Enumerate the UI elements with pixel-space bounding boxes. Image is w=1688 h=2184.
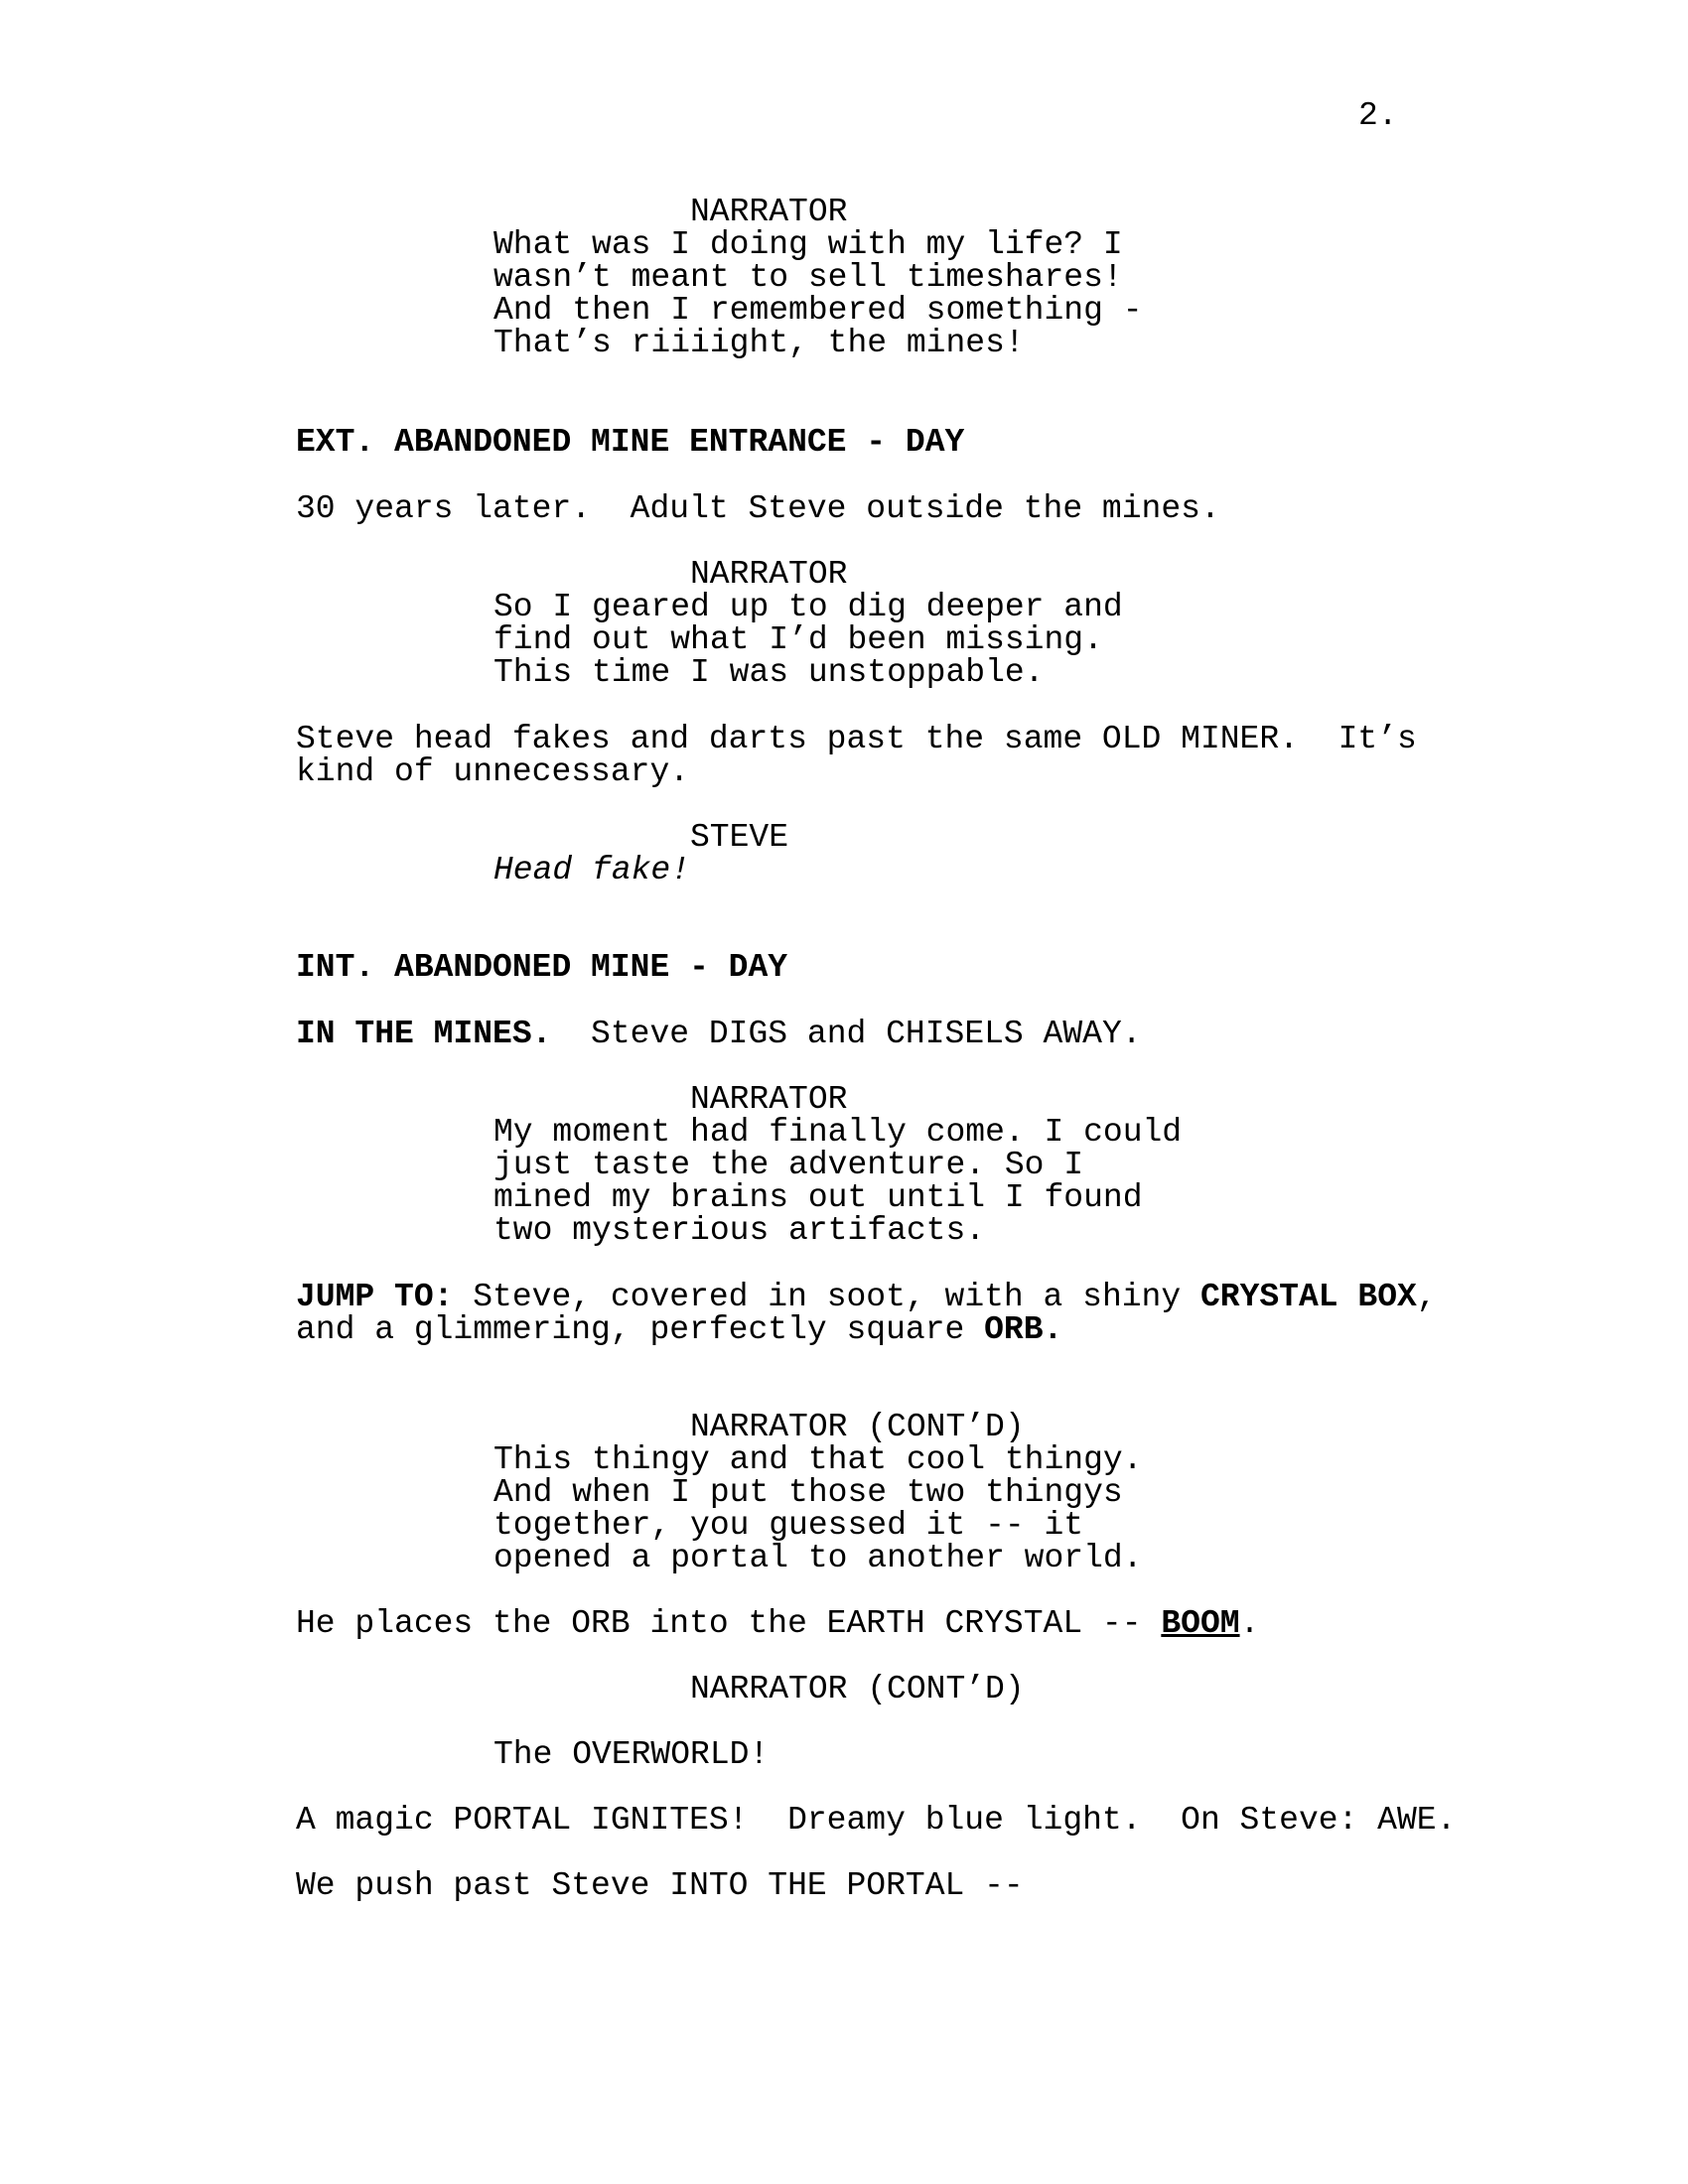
dialogue-line: And then I remembered something - <box>493 292 1143 329</box>
action-text: Steve DIGS and CHISELS AWAY. <box>551 1016 1142 1052</box>
dialogue-line: This thingy and that cool thingy. <box>493 1441 1143 1478</box>
dialogue-line: My moment had finally come. I could <box>493 1114 1183 1151</box>
action-line <box>296 1281 1437 1313</box>
dialogue-line: wasn’t meant to sell timeshares! <box>493 259 1123 296</box>
action-line <box>296 1018 1142 1050</box>
action-line: 30 years later. Adult Steve outside the mines. <box>296 490 1220 527</box>
character-cue: NARRATOR <box>690 556 848 593</box>
dialogue-line: What was I doing with my life? I <box>493 226 1123 263</box>
character-cue: NARRATOR <box>690 1081 848 1118</box>
action-text: Steve, covered in soot, with a shiny <box>453 1279 1200 1315</box>
action-text: , <box>1416 1279 1437 1315</box>
dialogue-line: That’s riiiight, the mines! <box>493 325 1025 361</box>
scene-heading: EXT. ABANDONED MINE ENTRANCE - DAY <box>296 424 965 461</box>
dialogue-line: The OVERWORLD! <box>493 1736 770 1773</box>
character-cue: STEVE <box>690 819 789 856</box>
character-cue: NARRATOR (CONT’D) <box>690 1671 1025 1707</box>
scene-heading: INT. ABANDONED MINE - DAY <box>296 949 788 986</box>
dialogue-line: mined my brains out until I found <box>493 1179 1143 1216</box>
prop-crystal-box: CRYSTAL BOX <box>1199 1279 1417 1315</box>
action-line: A magic PORTAL IGNITES! Dreamy blue light. On Steve: AWE. <box>296 1802 1457 1839</box>
action-text: . <box>1239 1605 1260 1642</box>
action-line <box>296 1313 1062 1346</box>
transition-lead: JUMP TO: <box>296 1279 454 1315</box>
action-line: Steve head fakes and darts past the same OLD MINER. It’s <box>296 721 1417 757</box>
action-line: We push past Steve INTO THE PORTAL -- <box>296 1867 1024 1904</box>
action-text: and a glimmering, perfectly square <box>296 1311 985 1348</box>
action-lead: IN THE MINES. <box>296 1016 552 1052</box>
page-number: 2. <box>1358 97 1398 134</box>
dialogue-line: two mysterious artifacts. <box>493 1212 986 1249</box>
dialogue-line: Head fake! <box>493 852 691 888</box>
dialogue-line: So I geared up to dig deeper and <box>493 589 1123 625</box>
dialogue-line: opened a portal to another world. <box>493 1540 1143 1576</box>
character-cue: NARRATOR <box>690 194 848 230</box>
dialogue-line: just taste the adventure. So I <box>493 1147 1084 1183</box>
dialogue-line: find out what I’d been missing. <box>493 621 1103 658</box>
action-line <box>296 1607 1259 1640</box>
dialogue-line: together, you guessed it -- it <box>493 1507 1084 1544</box>
action-line: kind of unnecessary. <box>296 753 690 790</box>
dialogue-line: And when I put those two thingys <box>493 1474 1123 1511</box>
sound-effect: BOOM <box>1161 1605 1240 1642</box>
action-text: He places the ORB into the EARTH CRYSTAL -- <box>296 1605 1162 1642</box>
dialogue-line: This time I was unstoppable. <box>493 654 1045 691</box>
character-cue: NARRATOR (CONT’D) <box>690 1409 1025 1445</box>
prop-orb: ORB. <box>984 1311 1063 1348</box>
